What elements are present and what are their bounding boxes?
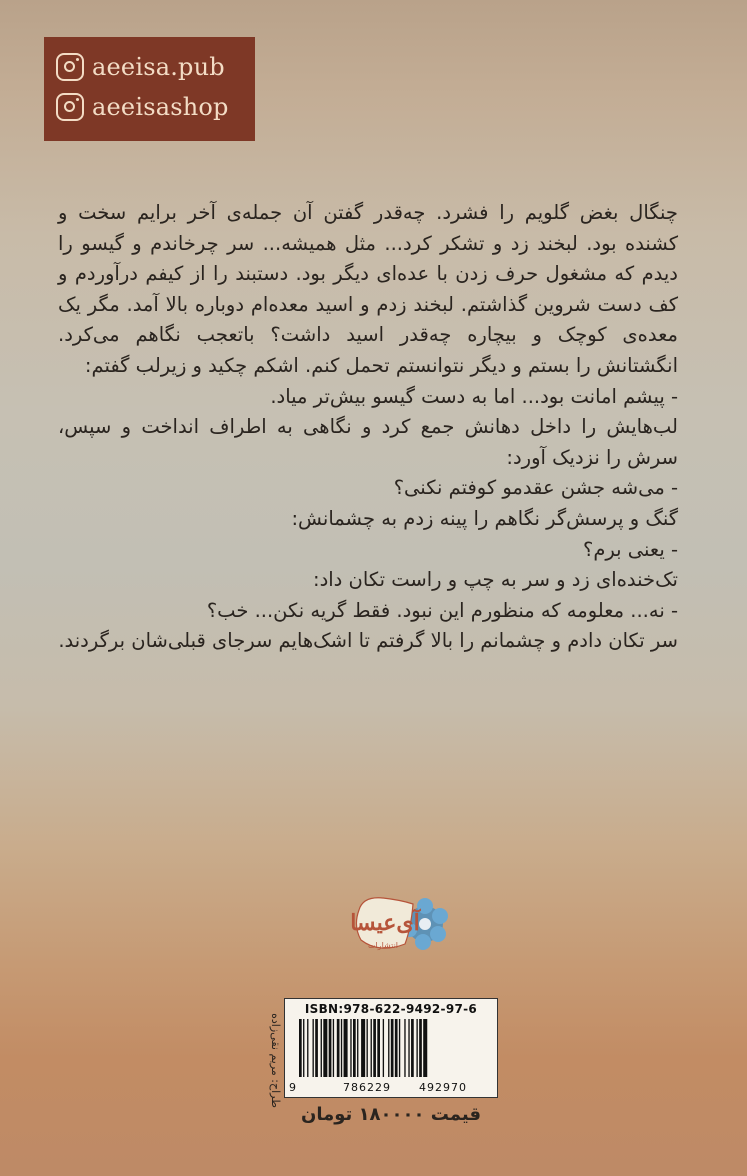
barcode-bar <box>329 1019 332 1077</box>
barcode-bar <box>371 1019 372 1077</box>
barcode-bar <box>321 1019 322 1077</box>
barcode-bar <box>383 1019 384 1077</box>
back-cover-excerpt <box>58 198 678 657</box>
barcode-bar <box>404 1019 405 1077</box>
publisher-logo <box>343 880 453 970</box>
barcode-bar <box>391 1019 394 1077</box>
excerpt-dialogue: - نه... معلومه که منظورم این نبود. فقط گریه نکن... خب؟ <box>206 598 678 622</box>
social-row-pub[interactable] <box>56 47 243 87</box>
barcode-digits-right: 492970 <box>419 1081 467 1094</box>
barcode-bar <box>337 1019 340 1077</box>
barcode-bar <box>367 1019 368 1077</box>
excerpt-paragraph: لب‌هایش را داخل دهانش جمع کرد و نگاهی به اطراف انداخت و سپس، سرش را نزدیک آورد: <box>58 415 678 469</box>
social-media-box <box>44 37 255 141</box>
barcode-bar <box>353 1019 356 1077</box>
barcode-digit-first: 9 <box>289 1081 296 1094</box>
excerpt-dialogue: - یعنی برم؟ <box>582 537 678 561</box>
excerpt-paragraph: گنگ و پرسش‌گر نگاهم را پینه زدم به چشمانش: <box>291 506 678 530</box>
barcode-bar <box>408 1019 409 1077</box>
barcode-bar <box>303 1019 304 1077</box>
excerpt-dialogue: - پیشم امانت بود... اما به دست گیسو بیش‌تر میاد. <box>270 384 678 408</box>
instagram-handle-shop: aeeisashop <box>92 93 229 121</box>
barcode-bar <box>315 1019 318 1077</box>
social-row-shop[interactable] <box>56 87 243 127</box>
barcode-bar <box>411 1019 414 1077</box>
barcode-bar <box>395 1019 398 1077</box>
barcode-bar <box>388 1019 389 1077</box>
barcode-bar <box>416 1019 417 1077</box>
barcode-bar <box>361 1019 365 1077</box>
excerpt-paragraph: چنگال بغض گلویم را فشرد. چه‌قدر گفتن آن جمله‌ی آخر برایم سخت و کشنده بود. لبخند زد و تشکر کرد... مثل همیشه... سر چرخاندم و گیسو را دیدم که مشغول حرف زدن با عده‌ای دیگر بود. دستبند را از کیفم درآوردم و کف دست شروین گذاشتم. لبخند زدم و اسید معده‌ام دوباره بالا آمد. مگر یک معده‌ی کوچک و بیچاره چه‌قدر اسید داشت؟ باتعجب نگاهم می‌کرد. انگشتانش را بستم و دیگر نتوانستم تحمل کنم. اشکم چکید و زیرلب گفتم: <box>58 201 678 377</box>
barcode-digits-left: 786229 <box>343 1081 391 1094</box>
instagram-icon <box>56 53 84 81</box>
barcode-bar <box>399 1019 400 1077</box>
barcode-bar <box>299 1019 302 1077</box>
barcode-bar <box>423 1019 427 1077</box>
excerpt-paragraph: تک‌خنده‌ای زد و سر به چپ و راست تکان داد: <box>313 568 678 592</box>
isbn-number: ISBN:978-622-9492-97-6 <box>304 1002 478 1016</box>
barcode-bar <box>333 1019 334 1077</box>
designer-credit: طراح: مریم نقی‌زاده <box>269 1013 282 1108</box>
price-label: قیمت ۱۸۰۰۰۰ تومان <box>300 1104 482 1125</box>
barcode-bar <box>373 1019 376 1077</box>
barcode-bar <box>350 1019 351 1077</box>
barcode-bar <box>313 1019 314 1077</box>
publisher-logo-icon <box>343 880 453 970</box>
barcode-bar <box>341 1019 342 1077</box>
instagram-icon <box>56 93 84 121</box>
barcode-box <box>284 998 498 1098</box>
excerpt-paragraph: سر تکان دادم و چشمانم را بالا گرفتم تا اشک‌هایم سرجای قبلی‌شان برگردند. <box>58 629 678 653</box>
logo-main-text: آی‌عیسا <box>350 910 420 936</box>
barcode-bar <box>307 1019 308 1077</box>
barcode-bar <box>377 1019 380 1077</box>
barcode-icon <box>295 1019 489 1081</box>
excerpt-dialogue: - می‌شه جشن عقدمو کوفتم نکنی؟ <box>393 476 678 500</box>
barcode-bar <box>344 1019 348 1077</box>
barcode-bar <box>357 1019 358 1077</box>
logo-sub-text: انتشارات <box>367 941 399 950</box>
instagram-handle-pub: aeeisa.pub <box>92 53 225 81</box>
barcode-bar <box>419 1019 422 1077</box>
barcode-bar <box>323 1019 327 1077</box>
designer-credit-wrap <box>268 998 282 1108</box>
